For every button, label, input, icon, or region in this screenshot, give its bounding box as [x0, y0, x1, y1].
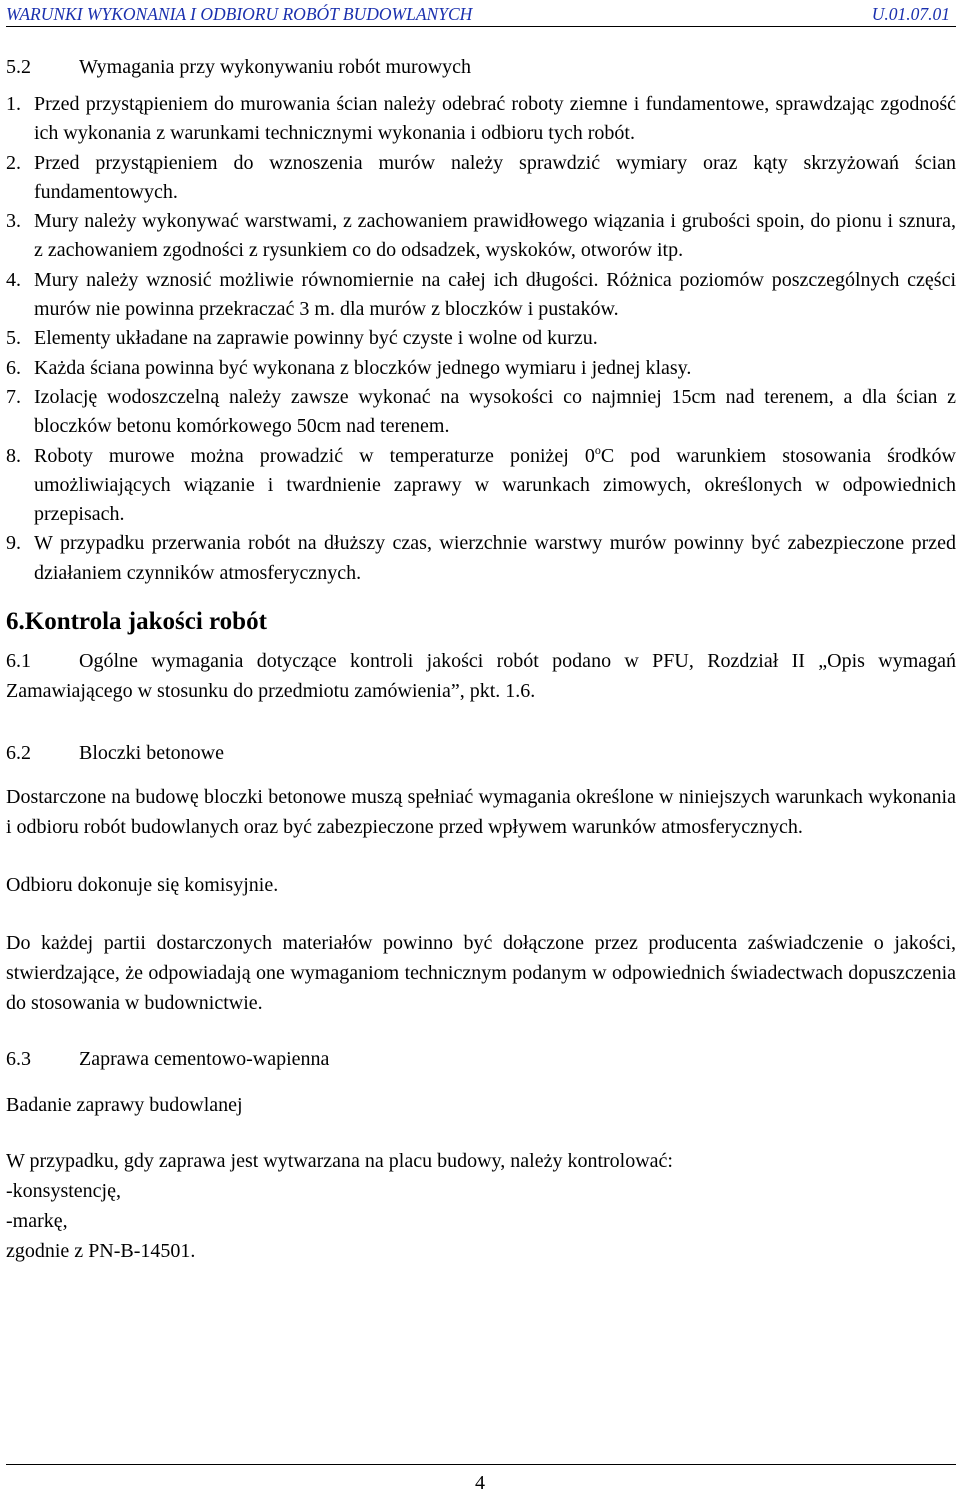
- item-text: Mury należy wykonywać warstwami, z zachowaniem prawidłowego wiązania i grubości spoin, do pionu i sznura, z zachowaniem zgodności z rysunkiem co do odsadzek, wyskoków, otworów itp.: [34, 210, 956, 262]
- list-item: [6, 383, 956, 442]
- header-title: WARUNKI WYKONANIA I ODBIORU ROBÓT BUDOWLANYCH: [6, 4, 473, 24]
- section-number: 6.3: [6, 1048, 31, 1071]
- paragraph: Do każdej partii dostarczonych materiałów powinno być dołączone przez producenta zaświadczenie o jakości, stwierdzające, że odpowiadają one wymaganiom technicznym podanym w odpowiednich świadectwach dopuszczenia do stosowania w budownictwie.: [6, 932, 956, 1015]
- item-text-before: Roboty murowe można prowadzić w temperaturze poniżej 0: [34, 444, 595, 467]
- item-number: 1.: [6, 93, 21, 115]
- list-item: [6, 207, 956, 266]
- item-text: Przed przystąpieniem do wznoszenia murów należy sprawdzić wymiary oraz kąty skrzyżowań ścian fundamentowych.: [34, 151, 956, 203]
- item-number: 7.: [6, 385, 21, 408]
- item-text: Każda ściana powinna być wykonana z bloczków jednego wymiaru i jednej klasy.: [34, 356, 692, 379]
- paragraph: Dostarczone na budowę bloczki betonowe muszą spełniać wymagania określone w niniejszych warunkach wykonania i odbioru robót budowlanych oraz być zabezpieczone przed wpływem warunków atmosferycznych.: [6, 786, 956, 839]
- section-title: Bloczki betonowe: [79, 742, 224, 765]
- section-6-1: [6, 646, 956, 706]
- page-header: [6, 2, 956, 27]
- paragraph: Odbioru dokonuje się komisyjnie.: [6, 874, 279, 897]
- document-body: [6, 52, 956, 1266]
- item-number: 6.: [6, 356, 21, 379]
- paragraph: W przypadku, gdy zaprawa jest wytwarzana na placu budowy, należy kontrolować:: [6, 1150, 673, 1173]
- list-line: -konsystencję,: [6, 1180, 121, 1203]
- item-text: W przypadku przerwania robót na dłuższy czas, wierzchnie warstwy murów powinny być zabezpieczone przed działaniem czynników atmosferycznych.: [34, 532, 956, 584]
- list-item: [6, 90, 956, 149]
- list-item: [6, 442, 956, 530]
- list-item: [6, 529, 956, 588]
- item-number: 8.: [6, 444, 21, 467]
- item-number: 3.: [6, 210, 21, 233]
- degree-superscript: o: [594, 442, 601, 457]
- list-item: [6, 324, 956, 353]
- list-item: [6, 354, 956, 383]
- subheading: Badanie zaprawy budowlanej: [6, 1094, 243, 1117]
- section-5-2-heading: [6, 52, 956, 84]
- section-title: Wymagania przy wykonywaniu robót murowych: [79, 56, 472, 78]
- item-text-after: C pod warunkiem stosowania środków umożliwiających wiązanie i twardnienie zaprawy w warunkach zimowych, określonych w odpowiednich przepisach.: [34, 444, 956, 526]
- list-line: zgodnie z PN-B-14501.: [6, 1240, 196, 1263]
- footer-rule: [6, 1464, 956, 1465]
- section-number: 6.2: [6, 742, 31, 765]
- header-code: U.01.07.01: [871, 4, 950, 24]
- list-item: [6, 149, 956, 208]
- section-6-2-heading: [6, 738, 956, 768]
- section-6-3-heading: [6, 1044, 956, 1074]
- item-text: Przed przystąpieniem do murowania ścian należy odebrać roboty ziemne i fundamentowe, sprawdzając zgodność ich wykonania z warunkami technicznymi wykonania i odbioru tych robót.: [34, 93, 956, 145]
- list-line: -markę,: [6, 1210, 68, 1233]
- list-item: [6, 266, 956, 325]
- page-number: 4: [475, 1472, 485, 1494]
- section-6-1-text: Ogólne wymagania dotyczące kontroli jakości robót podano w PFU, Rozdział II „Opis wymagań Zamawiającego w stosunku do przedmiotu zamówienia”, pkt. 1.6.: [6, 650, 956, 703]
- section-number: 5.2: [6, 56, 31, 78]
- item-text: Elementy układane na zaprawie powinny być czyste i wolne od kurzu.: [34, 327, 598, 350]
- item-number: 5.: [6, 327, 21, 350]
- item-number: 9.: [6, 532, 21, 555]
- item-text: Mury należy wznosić możliwie równomiernie na całej ich długości. Różnica poziomów poszczególnych części murów nie powinna przekraczać 3 m. dla murów z bloczków i pustaków.: [34, 268, 956, 321]
- section-number: 6.1: [6, 650, 31, 673]
- item-text: Izolację wodoszczelną należy zawsze wykonać na wysokości co najmniej 15cm nad terenem, a dla ścian z bloczków betonu komórkowego 50cm nad terenem.: [34, 385, 956, 438]
- item-number: 4.: [6, 268, 21, 291]
- section-title: Zaprawa cementowo-wapienna: [79, 1048, 330, 1071]
- item-number: 2.: [6, 151, 21, 174]
- requirements-list: [6, 90, 956, 588]
- section-6-heading: 6.Kontrola jakości robót: [6, 608, 267, 636]
